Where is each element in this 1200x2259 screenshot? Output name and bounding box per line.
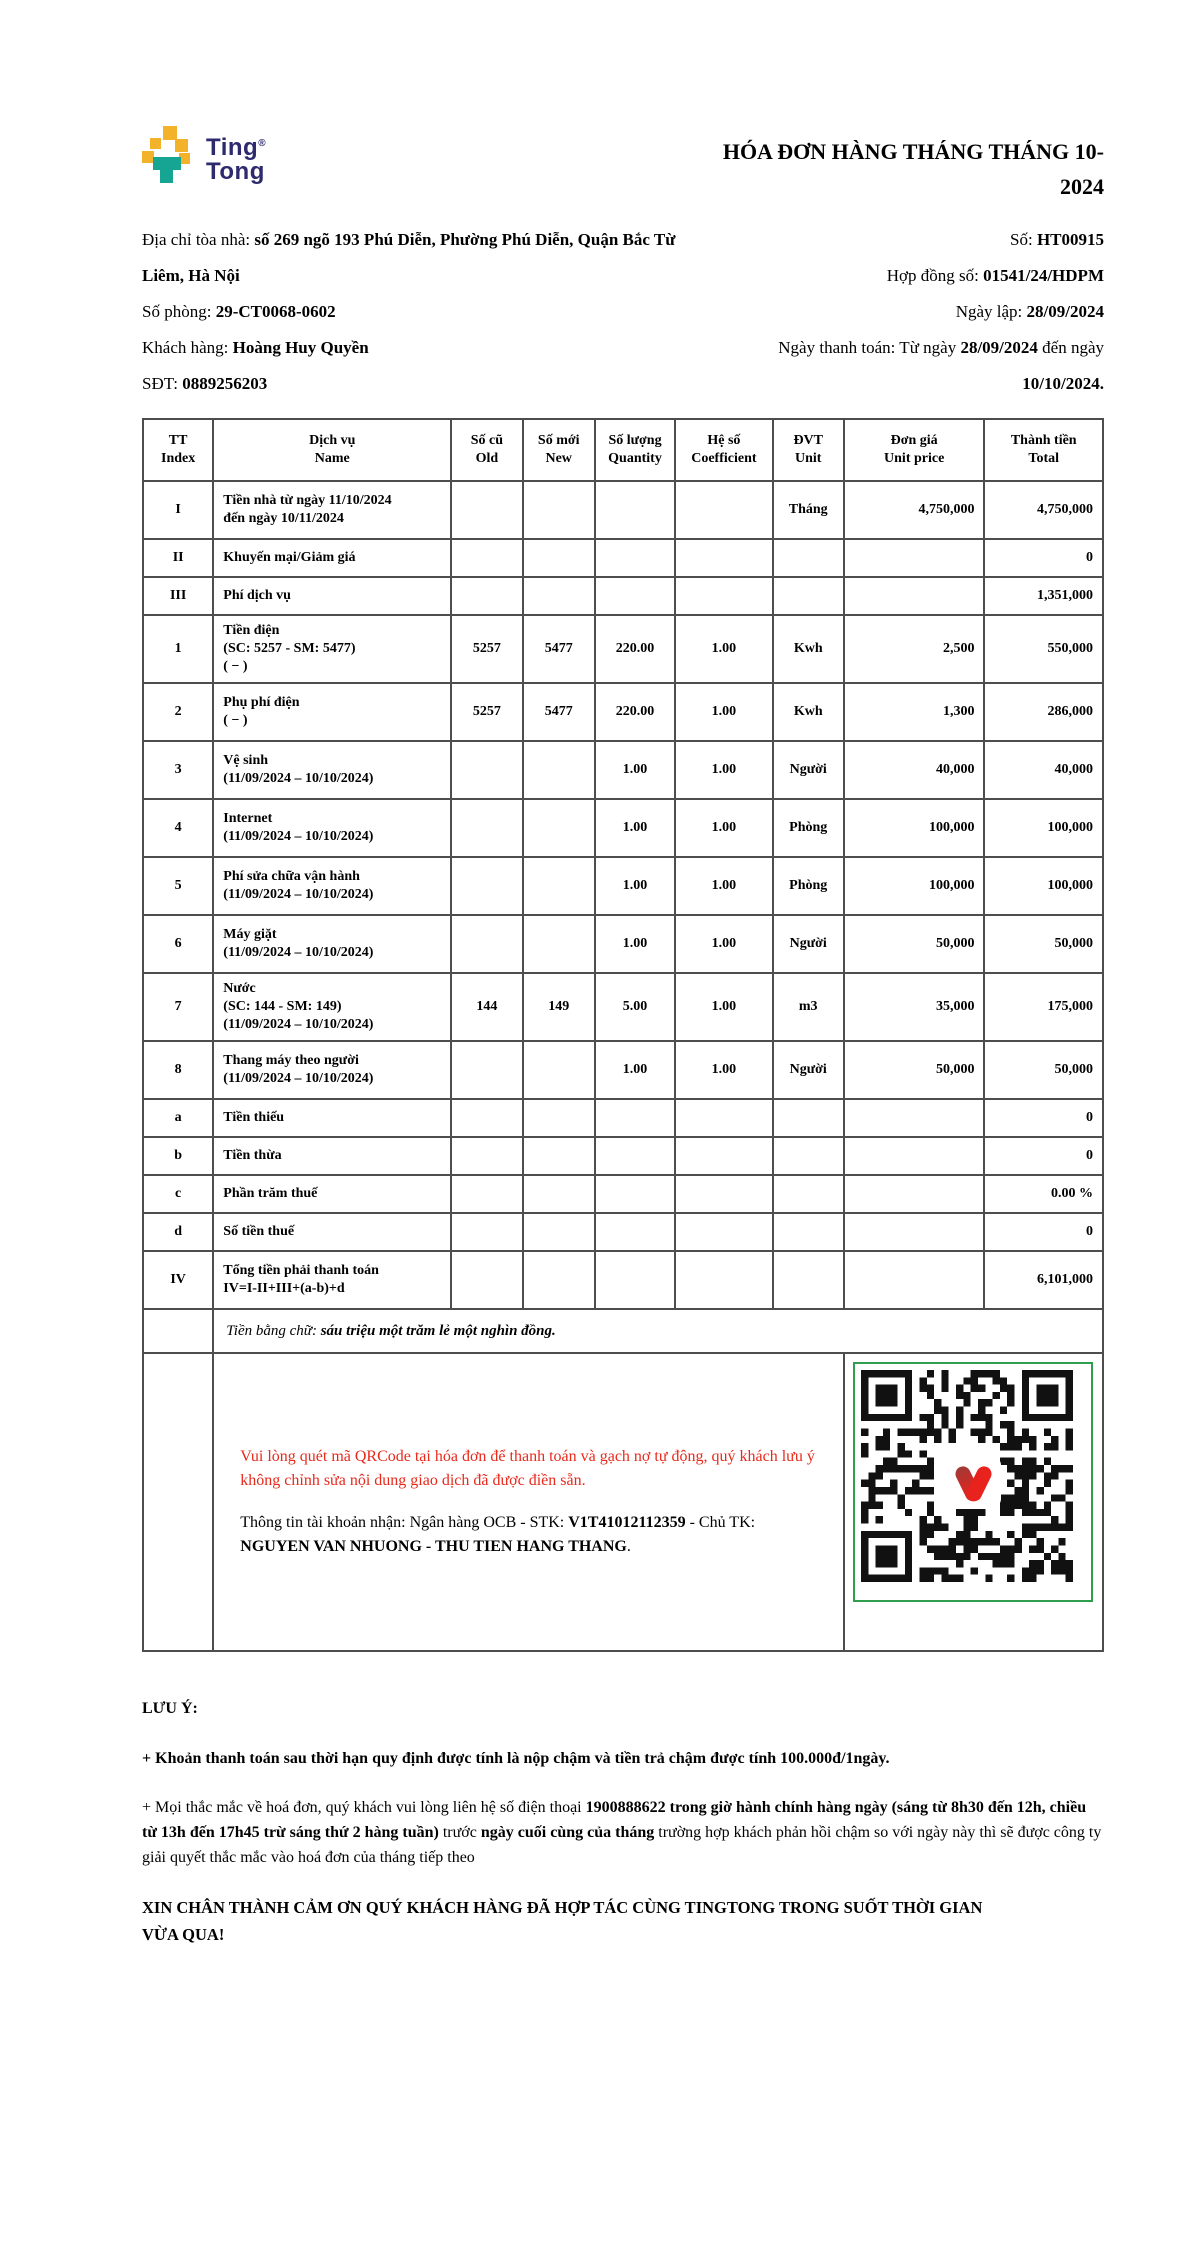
cell-quantity <box>595 577 675 615</box>
cell-coefficient: 1.00 <box>675 973 772 1041</box>
column-header-en: Index <box>161 451 196 466</box>
cell-quantity <box>595 1175 675 1213</box>
cell-unit: Tháng <box>773 481 844 539</box>
cell-old <box>451 1213 522 1251</box>
cell-new <box>523 1175 595 1213</box>
table-row <box>143 1041 1103 1099</box>
wordmark-line2: Tong <box>206 158 265 185</box>
table-head <box>143 419 1103 481</box>
empty-cell <box>143 1309 213 1353</box>
column-header-en: Coefficient <box>691 451 757 466</box>
cell-unit: Phòng <box>773 799 844 857</box>
cell-coefficient <box>675 577 772 615</box>
late-payment-note: + Khoản thanh toán sau thời hạn quy định được tính là nộp chậm và tiền trả chậm được tính 100.000đ/1ngày. <box>142 1750 890 1767</box>
cell-new <box>523 1099 595 1137</box>
cell-old <box>451 857 522 915</box>
column-header <box>675 419 772 481</box>
table-body <box>143 481 1103 1309</box>
cell-total: 0 <box>984 1137 1103 1175</box>
cell-unit: Người <box>773 915 844 973</box>
cell-unit-price: 1,300 <box>844 683 985 741</box>
cell-quantity: 220.00 <box>595 615 675 683</box>
cell-unit-price <box>844 577 985 615</box>
cell-old: 144 <box>451 973 522 1041</box>
invoice-title-line1: HÓA ĐƠN HÀNG THÁNG THÁNG 10- <box>722 139 1104 164</box>
cell-total: 286,000 <box>984 683 1103 741</box>
cell-index: IV <box>143 1251 213 1309</box>
cell-coefficient: 1.00 <box>675 1041 772 1099</box>
customer-phone: SĐT: 0889256203 <box>142 374 268 393</box>
cell-quantity: 1.00 <box>595 741 675 799</box>
cell-old: 5257 <box>451 615 522 683</box>
column-header-vi: Số mới <box>537 433 580 448</box>
cell-index: 6 <box>143 915 213 973</box>
table-row <box>143 481 1103 539</box>
cell-service-name: Tiền điện (SC: 5257 - SM: 5477) ( − ) <box>213 615 451 683</box>
cell-quantity <box>595 1099 675 1137</box>
column-header-en: Quantity <box>608 451 662 466</box>
qr-code <box>853 1362 1093 1602</box>
cell-quantity <box>595 1137 675 1175</box>
tingtong-logo <box>142 126 266 186</box>
cell-service-name: Phí sửa chữa vận hành (11/09/2024 – 10/10/2024) <box>213 857 451 915</box>
cell-new <box>523 915 595 973</box>
cell-old <box>451 1175 522 1213</box>
cell-unit-price <box>844 1251 985 1309</box>
cell-service-name: Tổng tiền phải thanh toán IV=I-II+III+(a-b)+d <box>213 1251 451 1309</box>
cell-index: 8 <box>143 1041 213 1099</box>
cell-coefficient <box>675 1137 772 1175</box>
cell-quantity: 1.00 <box>595 857 675 915</box>
cell-unit-price <box>844 1213 985 1251</box>
amount-in-words-value: sáu triệu một trăm lẻ một nghìn đồng. <box>320 1322 556 1339</box>
vietqr-v-icon <box>945 1457 1001 1507</box>
amount-in-words-label: Tiền bằng chữ: <box>226 1322 321 1339</box>
cell-unit <box>773 1137 844 1175</box>
table-row <box>143 857 1103 915</box>
column-header-vi: TT <box>168 433 188 448</box>
cell-old <box>451 1251 522 1309</box>
cell-index: 7 <box>143 973 213 1041</box>
cell-old <box>451 539 522 577</box>
cell-coefficient <box>675 1099 772 1137</box>
cell-coefficient <box>675 1251 772 1309</box>
cell-index: b <box>143 1137 213 1175</box>
cell-new <box>523 799 595 857</box>
column-header <box>213 419 451 481</box>
cell-total: 4,750,000 <box>984 481 1103 539</box>
cell-service-name: Tiền thừa <box>213 1137 451 1175</box>
cell-service-name: Tiền thiếu <box>213 1099 451 1137</box>
amount-in-words-cell <box>213 1309 1103 1353</box>
building-address: Địa chỉ tòa nhà: số 269 ngõ 193 Phú Diễn, Phường Phú Diễn, Quận Bắc Từ Liêm, Hà Nội <box>142 230 676 285</box>
cell-service-name: Phần trăm thuế <box>213 1175 451 1213</box>
cell-total: 50,000 <box>984 1041 1103 1099</box>
notes-heading: LƯU Ý: <box>142 1700 198 1717</box>
cell-new <box>523 539 595 577</box>
cell-unit-price <box>844 539 985 577</box>
cell-unit-price: 4,750,000 <box>844 481 985 539</box>
invoice-meta <box>709 222 1104 402</box>
table-row <box>143 539 1103 577</box>
cell-coefficient: 1.00 <box>675 683 772 741</box>
cell-total: 40,000 <box>984 741 1103 799</box>
cell-total: 100,000 <box>984 799 1103 857</box>
invoice-number: Số: HT00915 <box>1010 230 1104 249</box>
cell-index: 1 <box>143 615 213 683</box>
column-header-vi: ĐVT <box>793 433 823 448</box>
cell-index: 3 <box>143 741 213 799</box>
cell-unit-price: 50,000 <box>844 915 985 973</box>
cell-quantity: 1.00 <box>595 1041 675 1099</box>
contact-note: + Mọi thắc mắc về hoá đơn, quý khách vui lòng liên hệ số điện thoại 1900888622 trong giờ hành chính hàng ngày (sáng từ 8h30 đến 12h, chiều từ 13h đến 17h45 trừ sáng thứ 2 hàng tuần) trước ngày cuối cùng của tháng trường hợp khách phản hồi chậm so với ngày này thì sẽ được công ty giải quyết thắc mắc vào hoá đơn của tháng tiếp theo <box>142 1799 1102 1866</box>
column-header <box>773 419 844 481</box>
account-number: V1T41012112359 <box>568 1514 686 1531</box>
cell-total: 175,000 <box>984 973 1103 1041</box>
cell-quantity <box>595 539 675 577</box>
room-number: Số phòng: 29-CT0068-0602 <box>142 302 336 321</box>
table-row <box>143 1175 1103 1213</box>
table-row <box>143 1213 1103 1251</box>
cell-service-name: Khuyến mại/Giảm giá <box>213 539 451 577</box>
column-header <box>844 419 985 481</box>
cell-service-name: Internet (11/09/2024 – 10/10/2024) <box>213 799 451 857</box>
cell-new <box>523 857 595 915</box>
cell-total: 100,000 <box>984 857 1103 915</box>
column-header <box>143 419 213 481</box>
cell-index: c <box>143 1175 213 1213</box>
cell-quantity <box>595 1213 675 1251</box>
column-header-vi: Đơn giá <box>890 433 938 448</box>
cell-total: 6,101,000 <box>984 1251 1103 1309</box>
table-row <box>143 915 1103 973</box>
cell-old <box>451 799 522 857</box>
payment-row <box>143 1353 1103 1651</box>
table-row <box>143 973 1103 1041</box>
column-header <box>523 419 595 481</box>
cell-new: 5477 <box>523 683 595 741</box>
cell-index: II <box>143 539 213 577</box>
cell-unit: m3 <box>773 973 844 1041</box>
cell-old <box>451 915 522 973</box>
cell-service-name: Số tiền thuế <box>213 1213 451 1251</box>
payment-period: Ngày thanh toán: Từ ngày 28/09/2024 đến ngày 10/10/2024. <box>778 338 1104 393</box>
cell-old <box>451 1099 522 1137</box>
cell-total: 0 <box>984 1099 1103 1137</box>
cell-unit-price: 2,500 <box>844 615 985 683</box>
amount-in-words-row <box>143 1309 1103 1353</box>
cell-total: 550,000 <box>984 615 1103 683</box>
cell-unit: Kwh <box>773 683 844 741</box>
cell-unit: Người <box>773 1041 844 1099</box>
cell-unit <box>773 539 844 577</box>
cell-total: 0 <box>984 1213 1103 1251</box>
cell-coefficient: 1.00 <box>675 741 772 799</box>
table-row <box>143 799 1103 857</box>
cell-old <box>451 1137 522 1175</box>
invoice-header <box>142 126 1104 204</box>
contract-number: Hợp đồng số: 01541/24/HDPM <box>886 266 1104 285</box>
column-header-vi: Số lượng <box>608 433 662 448</box>
customer-name: Khách hàng: Hoàng Huy Quyền <box>142 338 369 357</box>
cell-old: 5257 <box>451 683 522 741</box>
hotline-number: 1900888622 trong giờ hành chính hàng ngày (sáng từ 8h30 đến 12h, chiều từ 13h đến 17h45 trừ sáng thứ 2 hàng tuần) <box>142 1799 1087 1841</box>
cell-unit-price <box>844 1137 985 1175</box>
cell-total: 50,000 <box>984 915 1103 973</box>
cell-index: III <box>143 577 213 615</box>
cell-coefficient: 1.00 <box>675 915 772 973</box>
cell-service-name: Phụ phí điện ( − ) <box>213 683 451 741</box>
table-row <box>143 741 1103 799</box>
cell-new <box>523 1213 595 1251</box>
column-header-vi: Hệ số <box>707 433 741 448</box>
cell-quantity <box>595 481 675 539</box>
qr-cell <box>844 1353 1103 1651</box>
bank-account-info: Thông tin tài khoản nhận: Ngân hàng OCB - STK: V1T41012112359 - Chủ TK: NGUYEN VAN NHUONG - THU TIEN HANG THANG. <box>240 1514 756 1555</box>
cell-unit-price: 100,000 <box>844 857 985 915</box>
cell-service-name: Tiền nhà từ ngày 11/10/2024 đến ngày 10/11/2024 <box>213 481 451 539</box>
column-header-vi: Số cũ <box>470 433 504 448</box>
column-header-en: Unit price <box>884 451 945 466</box>
cell-old <box>451 481 522 539</box>
cell-service-name: Nước (SC: 144 - SM: 149) (11/09/2024 – 10/10/2024) <box>213 973 451 1041</box>
cell-coefficient: 1.00 <box>675 615 772 683</box>
header-row <box>143 419 1103 481</box>
cell-coefficient: 1.00 <box>675 799 772 857</box>
cell-unit <box>773 1099 844 1137</box>
tingtong-wordmark <box>206 132 266 184</box>
cell-index: d <box>143 1213 213 1251</box>
column-header-en: Unit <box>795 451 822 466</box>
cell-quantity: 220.00 <box>595 683 675 741</box>
cell-coefficient: 1.00 <box>675 857 772 915</box>
qr-warning-text: Vui lòng quét mã QRCode tại hóa đơn để thanh toán và gạch nợ tự động, quý khách lưu ý không chỉnh sửa nội dung giao dịch đã được điền sẵn. <box>240 1448 815 1489</box>
cell-coefficient <box>675 481 772 539</box>
cell-total: 0.00 % <box>984 1175 1103 1213</box>
cell-quantity <box>595 1251 675 1309</box>
cell-new: 5477 <box>523 615 595 683</box>
cell-unit-price: 50,000 <box>844 1041 985 1099</box>
column-header <box>984 419 1103 481</box>
table-row <box>143 1251 1103 1309</box>
cell-total: 1,351,000 <box>984 577 1103 615</box>
cell-old <box>451 741 522 799</box>
cell-unit: Kwh <box>773 615 844 683</box>
cell-unit-price <box>844 1099 985 1137</box>
cell-unit <box>773 577 844 615</box>
cell-coefficient <box>675 539 772 577</box>
cell-new: 149 <box>523 973 595 1041</box>
table-row <box>143 1137 1103 1175</box>
cell-new <box>523 1251 595 1309</box>
invoice-title-line2: 2024 <box>1060 174 1104 199</box>
table-foot <box>143 1309 1103 1651</box>
column-header <box>595 419 675 481</box>
cell-unit <box>773 1251 844 1309</box>
cell-service-name: Phí dịch vụ <box>213 577 451 615</box>
column-header-en: Total <box>1028 451 1060 466</box>
cell-new <box>523 741 595 799</box>
wordmark-line1: Ting <box>206 134 259 161</box>
table-row <box>143 1099 1103 1137</box>
cell-unit-price <box>844 1175 985 1213</box>
cell-service-name: Máy giặt (11/09/2024 – 10/10/2024) <box>213 915 451 973</box>
issue-date: Ngày lập: 28/09/2024 <box>955 302 1104 321</box>
cell-quantity: 1.00 <box>595 915 675 973</box>
cell-new <box>523 481 595 539</box>
account-holder: NGUYEN VAN NHUONG - THU TIEN HANG THANG <box>240 1538 627 1555</box>
cell-quantity: 1.00 <box>595 799 675 857</box>
table-row <box>143 577 1103 615</box>
invoice-table <box>142 418 1104 1652</box>
cell-unit-price: 35,000 <box>844 973 985 1041</box>
cell-unit-price: 100,000 <box>844 799 985 857</box>
column-header-vi: Dịch vụ <box>309 433 356 448</box>
cell-index: 4 <box>143 799 213 857</box>
cell-new <box>523 1041 595 1099</box>
cell-coefficient <box>675 1213 772 1251</box>
cell-total: 0 <box>984 539 1103 577</box>
cell-service-name: Vệ sinh (11/09/2024 – 10/10/2024) <box>213 741 451 799</box>
column-header-en: Name <box>314 451 350 466</box>
column-header <box>451 419 522 481</box>
column-header-vi: Thành tiền <box>1010 433 1077 448</box>
cell-quantity: 5.00 <box>595 973 675 1041</box>
invoice-info <box>142 222 1104 402</box>
cell-unit <box>773 1213 844 1251</box>
column-header-en: Old <box>475 451 499 466</box>
cell-index: a <box>143 1099 213 1137</box>
cell-index: 2 <box>143 683 213 741</box>
thank-you-text: XIN CHÂN THÀNH CẢM ƠN QUÝ KHÁCH HÀNG ĐÃ HỢP TÁC CÙNG TINGTONG TRONG SUỐT THỜI GIAN VỪA QUA! <box>142 1898 983 1944</box>
cell-service-name: Thang máy theo người (11/09/2024 – 10/10/2024) <box>213 1041 451 1099</box>
cell-index: 5 <box>143 857 213 915</box>
cell-new <box>523 1137 595 1175</box>
table-row <box>143 683 1103 741</box>
cell-old <box>451 577 522 615</box>
cell-unit-price: 40,000 <box>844 741 985 799</box>
tingtong-logo-icon <box>142 126 196 186</box>
cell-unit <box>773 1175 844 1213</box>
payment-instructions-cell <box>213 1353 844 1651</box>
registered-mark: ® <box>258 138 267 149</box>
invoice-footer <box>142 1700 1104 1948</box>
empty-cell <box>143 1353 213 1651</box>
cell-unit: Người <box>773 741 844 799</box>
cell-old <box>451 1041 522 1099</box>
cell-index: I <box>143 481 213 539</box>
customer-info <box>142 222 709 402</box>
cell-coefficient <box>675 1175 772 1213</box>
table-row <box>143 615 1103 683</box>
cell-unit: Phòng <box>773 857 844 915</box>
column-header-en: New <box>545 451 572 466</box>
cell-new <box>523 577 595 615</box>
invoice-title <box>604 134 1104 204</box>
